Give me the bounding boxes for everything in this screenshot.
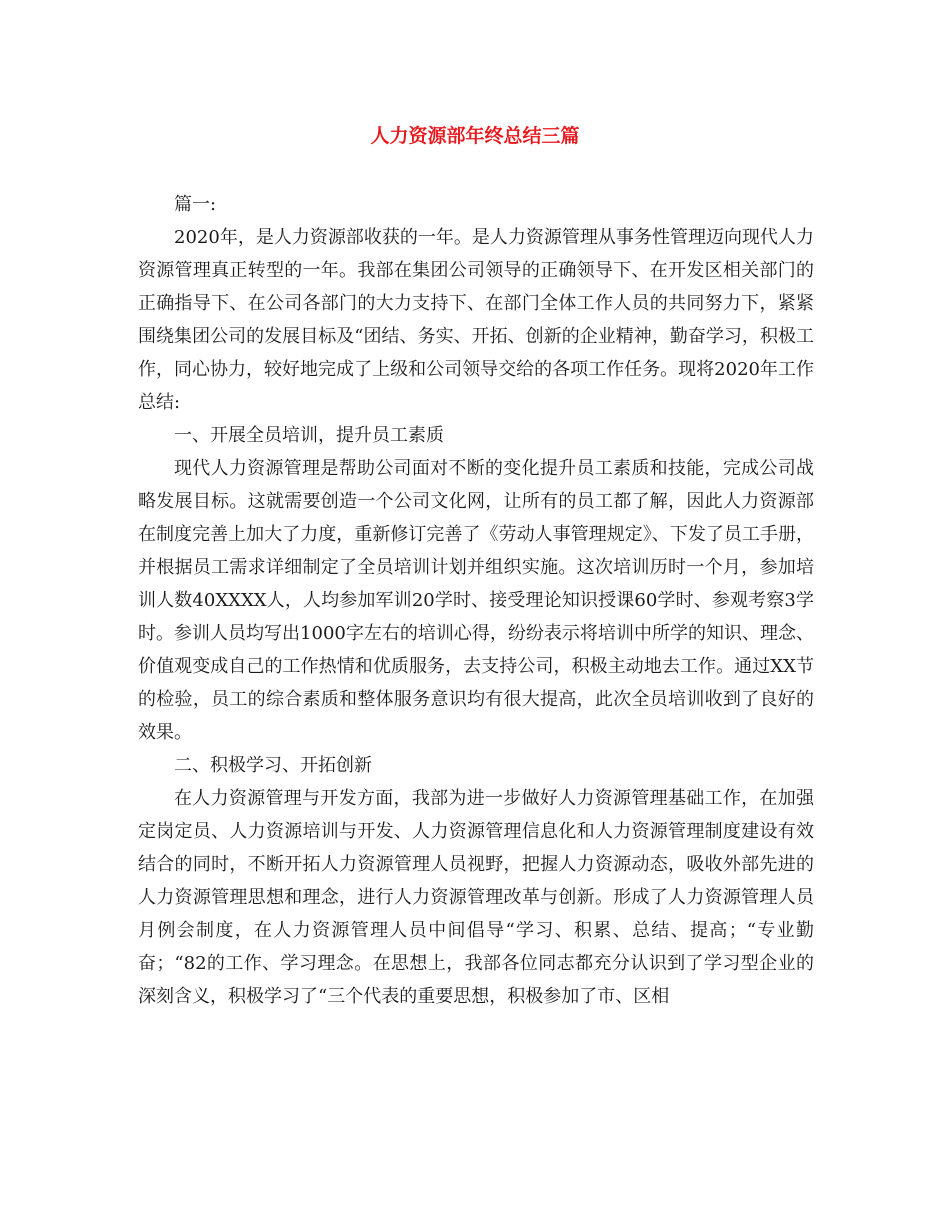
part-label: 篇一:: [174, 194, 217, 215]
document-body: [138, 188, 814, 1013]
section-2-heading: 二、积极学习、开拓创新: [174, 755, 372, 776]
section-1-paragraph: 现代人力资源管理是帮助公司面对不断的变化提升员工素质和技能，完成公司战略发展目标。这就需要创造一个公司文化网，让所有的员工都了解，因此人力资源部在制度完善上加大了力度，重新修订完善了《劳动人事管理规定》、下发了员工手册，并根据员工需求详细制定了全员培训计划并组织实施。这次培训历时一个月，参加培训人数40XXXX人，人均参加军训20学时、接受理论知识授课60学时、参观考察3学时。参训人员均写出1000字左右的培训心得，纷纷表示将培训中所学的知识、理念、价值观变成自己的工作热情和优质服务，去支持公司，积极主动地去工作。通过XX节的检验，员工的综合素质和整体服务意识均有很大提高，此次全员培训收到了良好的效果。: [138, 458, 814, 743]
section-1-heading: 一、开展全员培训，提升员工素质: [174, 425, 444, 446]
section-2-paragraph: 在人力资源管理与开发方面，我部为进一步做好人力资源管理基础工作，在加强定岗定员、人力资源培训与开发、人力资源管理信息化和人力资源管理制度建设有效结合的同时，不断开拓人力资源管理人员视野，把握人力资源动态，吸收外部先进的人力资源管理思想和理念，进行人力资源管理改革与创新。形成了人力资源管理人员月例会制度，在人力资源管理人员中间倡导“学习、积累、总结、提高；“专业勤奋；“82的工作、学习理念。在思想上，我部各位同志都充分认识到了学习型企业的深刻含义，积极学习了“三个代表的重要思想，积极参加了市、区相: [138, 788, 814, 1007]
intro-paragraph: 2020年，是人力资源部收获的一年。是人力资源管理从事务性管理迈向现代人力资源管理真正转型的一年。我部在集团公司领导的正确领导下、在开发区相关部门的正确指导下、在公司各部门的大力支持下、在部门全体工作人员的共同努力下，紧紧围绕集团公司的发展目标及“团结、务实、开拓、创新的企业精神，勤奋学习，积极工作，同心协力，较好地完成了上级和公司领导交给的各项工作任务。现将2020年工作总结:: [138, 227, 814, 413]
document-title: 人力资源部年终总结三篇: [370, 125, 580, 147]
